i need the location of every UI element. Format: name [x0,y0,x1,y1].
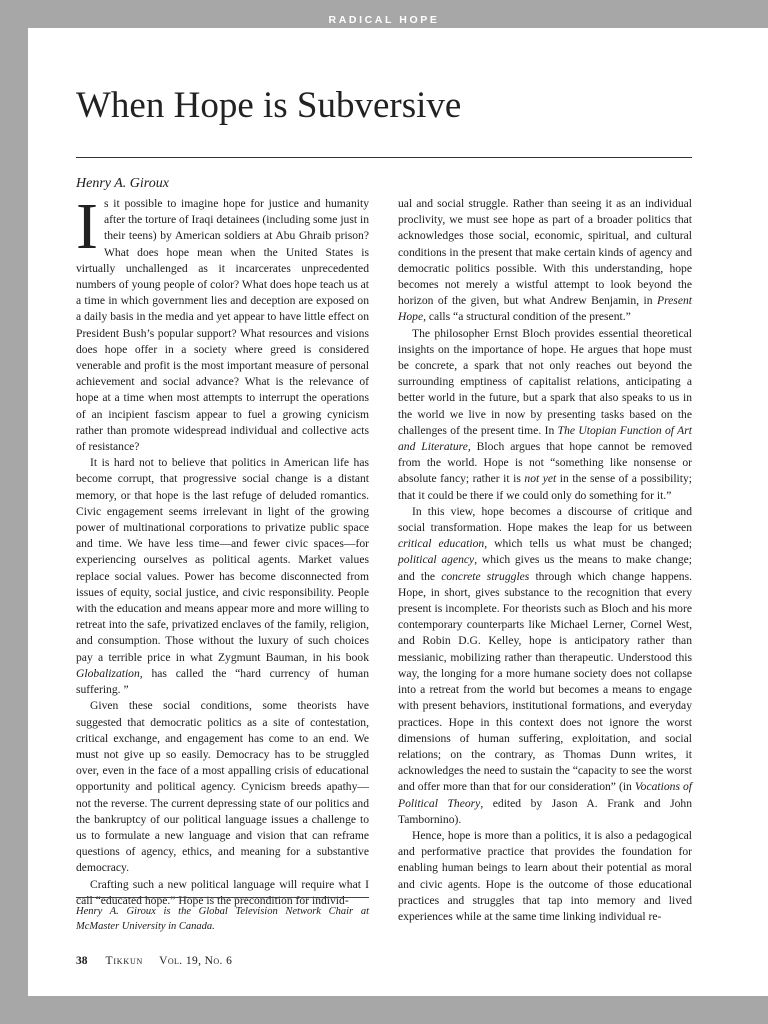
article-title: When Hope is Subversive [76,85,462,126]
page-footer [76,955,232,967]
book-title: Vocations of Political Theory [398,780,692,810]
author-byline: Henry A. Giroux [76,176,169,191]
drop-cap: I [76,190,98,263]
emphasis: political agency [398,553,475,567]
paragraph: Is it possible to imagine hope for justice and humanity after the torture of Iraqi detainees (including some just in their teens) by American soldiers at Abu Ghraib prison? What does hope mean when the United States is virtually unchallenged as it incarcerates unprecedented numbers of young people of color? What does hope teach us at a time in which government lies and deception are exposed on a daily basis in the media and yet appear to have little effect on President Bush’s popular support? What resources and visions does hope offer in a society where greed is considered venerable and profit is the most important measure of personal achievement and social advance? What is the relevance of hope at a time when most attempts to interrupt the operations of an incipient fascism appear to fuel a growing cynicism rather than promote widespread individual and collective acts of resistance? [76,190,369,454]
section-label: RADICAL HOPE [328,14,440,26]
right-column [398,196,692,936]
left-column [76,190,369,907]
emphasis: concrete struggles [441,569,530,583]
emphasis: critical education, [398,537,488,551]
paragraph: ual and social struggle. Rather than seeing it as an individual proclivity, we must see hope as part of a broader politics that acknowledges those social, economic, spiritual, and cultural conditions in the present that make certain kinds of agency and democratic politics possible. With this understanding, hope becomes not merely a wistful attempt to look beyond the horizon of the given, but what Andrew Benjamin, in Present Hope, calls “a structural condition of the present.” [398,197,692,324]
volume-info: Vol. 19, No. 6 [159,955,233,967]
bio-rule [76,897,369,898]
paragraph: Given these social conditions, some theorists have suggested that democratic politics as a site of contestation, critical exchange, and engagement has come to an end. We must not give up so easily. Democracy has to be struggled over, even in the face of a most appalling crisis of educational opportunity and political agency. Cynicism breeds apathy—not the reverse. The current depressing state of our politics and the bankruptcy of our political language issues a challenge to us to formulate a new language and vision that can reframe questions of agency, ethics, and meaning for a substantive democracy. [76,699,369,875]
paragraph: Crafting such a new political language will require what I call “educated hope.” Hope is the precondition for individ- [76,877,369,907]
title-rule [76,157,692,158]
paragraph: In this view, hope becomes a discourse of critique and social transformation. Hope makes the leap for us between critical education, which tells us what must be changed; political agency, which gives us the means to make change; and the concrete struggles through which change happens. Hope, in short, gives substance to the recognition that every present is incomplete. For theorists such as Bloch and his more contemporary counterparts like Michael Lerner, Cornel West, and Robin D.G. Kelley, hope is anticipatory rather than messianic, mobilizing rather than therapeutic. Understood this way, the longing for a more humane society does not collapse into a retreat from the world but becomes a means to engage with present behaviors, institutional formations, and everyday practices. Hope in this context does not ignore the worst dimensions of human suffering, exploitation, and social relations; on the contrary, as Thomas Dunn writes, it acknowledges the need to sustain the “capacity to see the worst and offer more than that for our consideration” (in Vocations of Political Theory, edited by Jason A. Frank and John Tambornino). [398,504,692,826]
book-title: The Utopian Function of Art and Literature, [398,423,692,454]
page-number: 38 [76,955,88,967]
book-title: Present Hope, [398,294,692,324]
magazine-name: Tikkun [105,955,144,967]
paragraph: It is hard not to believe that politics in American life has become corrupt, that progressive social change is a distant memory, or that hope is the last refuge of deluded romantics. Civic engagement seems irrelevant in light of the growing power of multinational corporations to privatize public space and time. We have less time—and fewer civic spaces—for experiencing ourselves as political agents. Market values replace social values. Power has become disconnected from issues of equity, social justice, and civic responsibility. People with the education and means appear more and more willing to retreat into the safe, privatized enclaves of the family, religion, and consumption. Those without the luxury of such choices pay a terrible price in what Zygmunt Bauman, in his book Globalization, has called the “hard currency of human suffering. ” [76,456,369,697]
paragraph: Hence, hope is more than a politics, it is also a pedagogical and performative practice that provides the foundation for enabling human beings to learn about their potential as moral and civic agents. Hope is the outcome of those educational practices and struggles that tap into memory and lived experiences while at the same time linking individual re- [398,828,692,923]
paragraph: The philosopher Ernst Bloch provides essential theoretical insights on the importance of hope. He argues that hope must be concrete, a spark that not only reaches out beyond the surrounding emptiness of capitalist relations, anticipating a better world in the future, but a spark that also speaks to us in the world we live in now by presenting tasks based on the challenges of the present time. In The Utopian Function of Art and Literature, Bloch argues that hope cannot be removed from the world. Hope is not “something like nonsense or absolute fancy; rather it is not yet in the sense of a possibility; that it could be there if we could only do something for it.” [398,326,693,502]
author-bio: Henry A. Giroux is the Global Television Network Chair at McMaster University in Canada. [76,906,369,932]
emphasis: not yet [524,472,557,486]
book-title: Globalization, [76,666,143,680]
